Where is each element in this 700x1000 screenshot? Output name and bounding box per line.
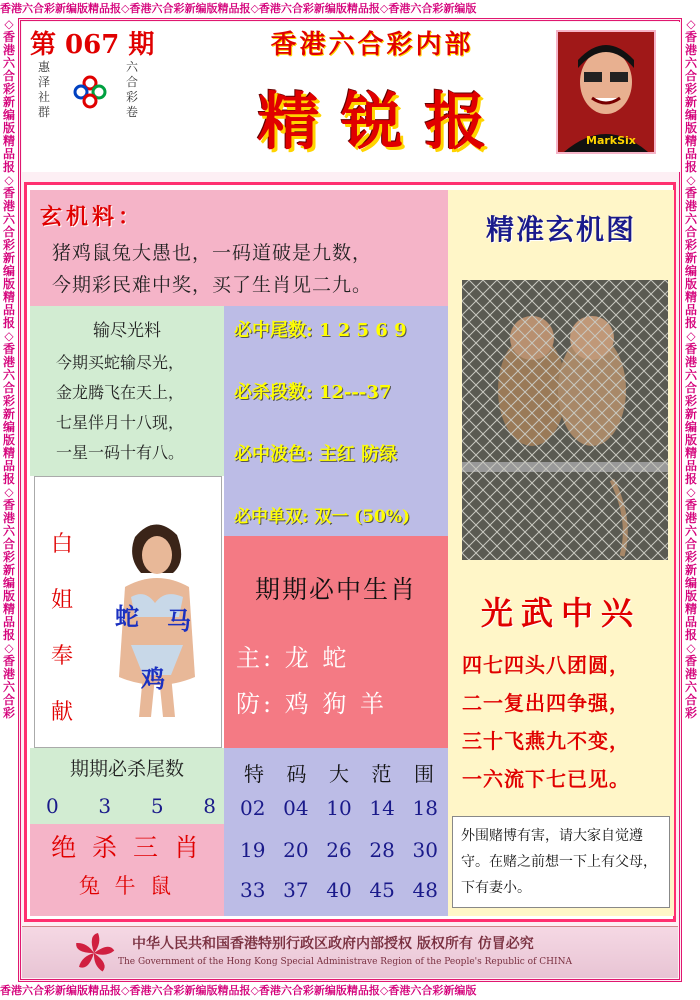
pick-wave: 必中波色: 主红 防绿 — [234, 444, 398, 465]
special-header-char: 特 — [244, 762, 264, 786]
special-number: 19 — [240, 838, 266, 862]
lottery-logo-icon — [72, 74, 108, 110]
lose-poem-line: 一星一码十有八。 — [56, 443, 185, 462]
border-left-text: ◇香港六合彩新编版精品报◇香港六合彩新编版精品报◇香港六合彩新编版精品报◇香港六合彩新编版精品报◇香港六合彩 — [2, 18, 15, 720]
photo-caption: MarkSix — [586, 134, 636, 147]
special-header-char: 围 — [414, 762, 434, 786]
subtitle: 香港六合彩内部 — [270, 30, 474, 60]
photo-label-rooster: 鸡 — [141, 664, 165, 693]
border-top-text: 香港六合彩新编版精品报◇香港六合彩新编版精品报◇香港六合彩新编版精品报◇香港六合彩新编版 — [0, 2, 477, 15]
special-number: 10 — [326, 796, 352, 820]
special-number: 04 — [283, 796, 309, 820]
kill-tail-digits — [46, 794, 216, 818]
zodiac-backup: 防: 鸡 狗 羊 — [236, 690, 387, 718]
photo-label-horse: 马 — [167, 606, 191, 635]
zodiac-main: 主: 龙 蛇 — [236, 644, 350, 672]
special-number: 18 — [412, 796, 438, 820]
special-row — [240, 838, 438, 862]
author-photo — [556, 30, 656, 154]
header — [22, 22, 680, 172]
special-number: 20 — [283, 838, 309, 862]
lose-poem-panel — [30, 306, 224, 476]
special-header-char: 码 — [286, 762, 307, 786]
special-row — [240, 796, 438, 820]
kill-three-panel — [30, 824, 224, 916]
footer-cn: 中华人民共和国香港特别行政区政府内部授权 版权所有 仿冒必究 — [132, 936, 534, 952]
special-number: 28 — [369, 838, 395, 862]
poem-line: 二一复出四争强， — [462, 691, 630, 715]
issue-number: 第 067 期 — [30, 30, 155, 60]
kill-three-animals: 兔 牛 鼠 — [78, 874, 176, 898]
riddle-line-1: 猪鸡鼠兔大愚也，一码道破是九数， — [52, 242, 373, 264]
kill-tail-digit: 5 — [150, 794, 164, 818]
riddle-line-2: 今期彩民难中奖，买了生肖见二九。 — [52, 274, 373, 296]
mystery-title: 精准玄机图 — [485, 213, 636, 246]
special-number: 02 — [240, 796, 266, 820]
poem-body — [462, 646, 630, 798]
right-column — [448, 190, 674, 916]
special-number: 26 — [326, 838, 352, 862]
photo-side-char: 白 — [50, 532, 73, 557]
poem-line: 四七四头八团圆， — [462, 653, 630, 677]
special-header — [244, 758, 434, 787]
kill-tail-panel — [30, 748, 224, 824]
photo-side-text — [49, 517, 75, 741]
photo-side-char: 献 — [50, 700, 73, 725]
photo-panel — [34, 476, 222, 748]
special-panel — [224, 748, 448, 916]
special-number: 40 — [326, 878, 352, 902]
mystery-image — [462, 280, 668, 560]
zodiac-panel — [224, 536, 448, 748]
pick-tail: 必中尾数: 1 2 5 6 9 — [234, 320, 407, 341]
lose-poem-body — [56, 348, 184, 468]
special-number: 30 — [412, 838, 438, 862]
pick-oddeven: 必中单双: 双一 (50%) — [234, 507, 411, 527]
photo-side-char: 奉 — [50, 644, 73, 669]
poem-line: 一六流下七已见。 — [462, 767, 630, 791]
bauhinia-logo-icon — [72, 931, 116, 975]
lose-poem-line: 金龙腾飞在天上， — [56, 383, 185, 402]
picks-panel — [224, 306, 448, 536]
border-bottom-text: 香港六合彩新编版精品报◇香港六合彩新编版精品报◇香港六合彩新编版精品报◇香港六合彩新编版 — [0, 984, 477, 997]
pick-segment: 必杀段数: 12---37 — [234, 382, 392, 403]
riddle-panel — [30, 190, 448, 306]
special-number: 37 — [283, 878, 309, 902]
special-row — [240, 878, 438, 902]
footer-en: The Government of the Hong Kong Special Administrave Region of the People's Republic of CHINA — [118, 957, 572, 967]
lose-poem-line: 七星伴月十八现， — [56, 413, 185, 432]
kill-tail-title: 期期必杀尾数 — [69, 758, 184, 780]
special-number: 33 — [240, 878, 266, 902]
special-header-char: 大 — [329, 762, 349, 786]
photo-label-snake: 蛇 — [115, 602, 139, 631]
zodiac-title: 期期必中生肖 — [254, 575, 417, 604]
special-header-char: 范 — [371, 762, 392, 786]
seal-left-text: 惠泽社群 — [38, 60, 51, 119]
gambling-warning: 外围赌博有害，请大家自觉遵守。在赌之前想一下上有父母，下有妻小。 — [452, 816, 670, 908]
kill-three-title: 绝 杀 三 肖 — [51, 833, 203, 862]
poem-title: 光武中兴 — [480, 594, 641, 632]
poem-line: 三十飞燕九不变， — [462, 729, 630, 753]
lose-poem-title: 输尽光料 — [93, 321, 161, 341]
special-number: 45 — [369, 878, 395, 902]
border-right-text: ◇香港六合彩新编版精品报◇香港六合彩新编版精品报◇香港六合彩新编版精品报◇香港六合彩新编版精品报◇香港六合彩 — [684, 18, 697, 720]
seal-right-text: 六合彩卷 — [126, 60, 139, 119]
special-number: 14 — [369, 796, 395, 820]
kill-tail-digit: 3 — [98, 794, 112, 818]
photo-side-char: 姐 — [50, 588, 73, 613]
paper-title: 精 锐 报 — [257, 85, 487, 158]
special-number: 48 — [412, 878, 438, 902]
riddle-heading: 玄机料： — [40, 204, 145, 230]
kill-tail-digit: 0 — [46, 794, 59, 818]
lose-poem-line: 今期买蛇输尽光， — [56, 353, 185, 372]
footer — [22, 926, 678, 978]
kill-tail-digit: 8 — [203, 794, 216, 818]
